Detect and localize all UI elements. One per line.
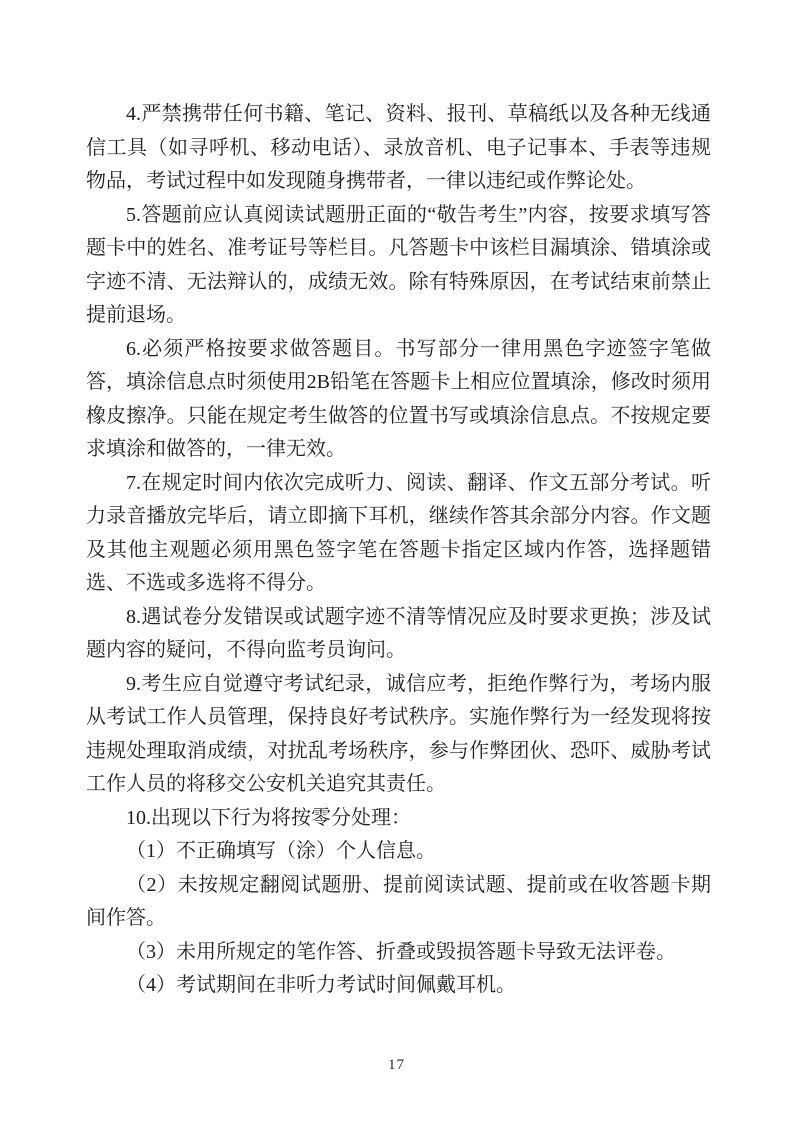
rule-paragraph-9: 9.考生应自觉遵守考试纪录，诚信应考，拒绝作弊行为，考场内服从考试工作人员管理，保持良好考试秩序。实施作弊行为一经发现将按违规处理取消成绩，对扰乱考场秩序，参与作弊团伙、恐吓、威胁考试工作人员的将移交公安机关追究其责任。 <box>86 672 711 795</box>
rule-paragraph-10: 10.出现以下行为将按零分处理： <box>126 806 411 829</box>
rules-text-block <box>86 98 711 1003</box>
rule-10-subitem-4: （4）考试期间在非听力考试时间佩戴耳机。 <box>126 974 516 996</box>
rule-10-subitem-2: （2）未按规定翻阅试题册、提前阅读试题、提前或在收答题卡期间作答。 <box>86 873 711 929</box>
rule-paragraph-6: 6.必须严格按要求做答题目。书写部分一律用黑色字迹签字笔做答，填涂信息点时须使用2B铅笔在答题卡上相应位置填涂，修改时须用橡皮擦净。只能在规定考生做答的位置书写或填涂信息点。不按规定要求填涂和做答的，一律无效。 <box>86 337 711 460</box>
rule-paragraph-5: 5.答题前应认真阅读试题册正面的“敬告考生”内容，按要求填写答题卡中的姓名、准考证号等栏目。凡答题卡中该栏目漏填涂、错填涂或字迹不清、无法辩认的，成绩无效。除有特殊原因，在考试结束前禁止提前退场。 <box>86 203 711 326</box>
rule-10-subitem-1: （1）不正确填写（涂）个人信息。 <box>126 840 436 862</box>
rule-paragraph-7: 7.在规定时间内依次完成听力、阅读、翻译、作文五部分考试。听力录音播放完毕后，请立即摘下耳机，继续作答其余部分内容。作文题及其他主观题必须用黑色签字笔在答题卡指定区域内作答，选择题错选、不选或多选将不得分。 <box>86 471 711 594</box>
rule-10-subitem-3: （3）未用所规定的笔作答、折叠或毁损答题卡导致无法评卷。 <box>126 940 676 963</box>
rule-paragraph-4: 4.严禁携带任何书籍、笔记、资料、报刊、草稿纸以及各种无线通信工具（如寻呼机、移动电话）、录放音机、电子记事本、手表等违规物品，考试过程中如发现随身携带者，一律以违纪或作弊论处。 <box>86 103 711 192</box>
rule-paragraph-8: 8.遇试卷分发错误或试题字迹不清等情况应及时要求更换；涉及试题内容的疑问，不得向监考员询问。 <box>86 605 711 661</box>
page-number: 17 <box>388 1057 405 1073</box>
page-footer <box>0 1056 793 1074</box>
